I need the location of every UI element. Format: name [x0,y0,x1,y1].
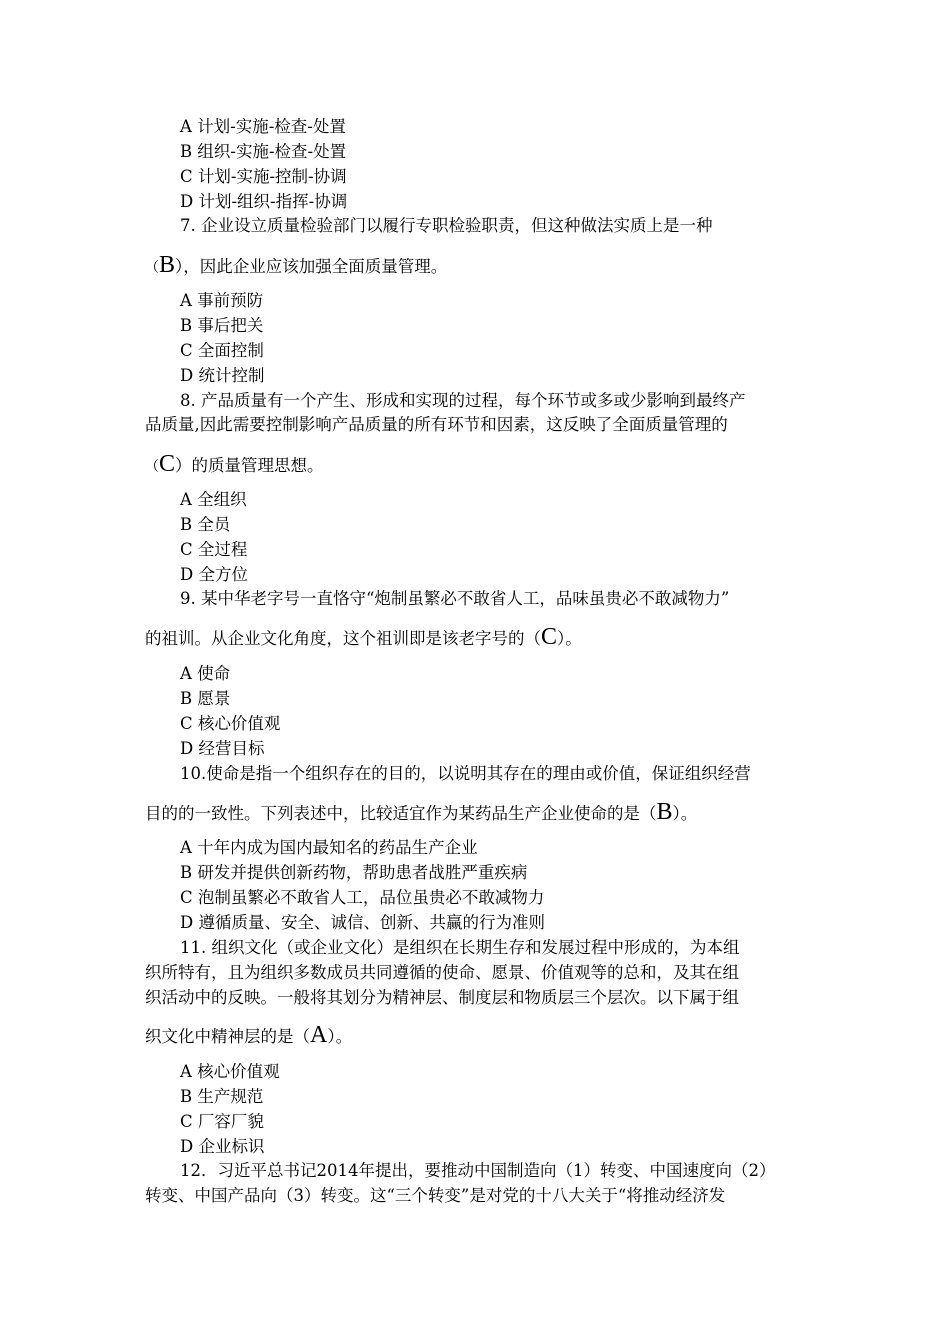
q9-option-a: A 使命 [180,664,231,683]
q6-option-d: D 计划-组织-指挥-协调 [180,192,348,211]
q8-answer: C [159,451,176,477]
q11-answer: A [310,1022,328,1048]
q11-stem-line2: 织所特有，且为组织多数成员共同遵循的使命、愿景、价值观等的总和，及其在组 [145,963,739,982]
q7-answer: B [159,252,176,278]
q11-stem-line1: 11. 组织文化（或企业文化）是组织在长期生存和发展过程中形成的，为本组 [180,938,740,957]
q8-stem-line2: 品质量,因此需要控制影响产品质量的所有环节和因素，这反映了全面质量管理的 [145,415,728,434]
q11-stem-line3: 织活动中的反映。一般将其划分为精神层、制度层和物质层三个层次。以下属于组 [145,988,739,1007]
q8-stem-line3: （C）的质量管理思想。 [145,451,324,477]
q11-option-c: C 厂容厂貌 [180,1112,264,1131]
q7-stem-line1: 7. 企业设立质量检验部门以履行专职检验职责，但这种做法实质上是一种 [180,216,713,235]
q6-option-b: B 组织-实施-检查-处置 [180,142,347,161]
q10-option-b: B 研发并提供创新药物，帮助患者战胜严重疾病 [180,863,528,882]
q7-option-b: B 事后把关 [180,316,264,335]
q7-option-d: D 统计控制 [180,366,265,385]
q11-option-a: A 核心价值观 [180,1062,280,1081]
q9-answer: C [541,624,558,650]
q9-option-b: B 愿景 [180,689,231,708]
q10-option-a: A 十年内成为国内最知名的药品生产企业 [180,838,478,857]
q10-stem-line2: 目的的一致性。下列表述中，比较适宜作为某药品生产企业使命的是（B）。 [145,799,698,825]
q12-stem-line2: 转变、中国产品向（3）转变。这“三个转变”是对党的十八大关于“将推动经济发 [145,1186,726,1205]
q6-option-c: C 计划-实施-控制-协调 [180,167,347,186]
q8-option-a: A 全组织 [180,490,247,509]
q6-option-a: A 计划-实施-检查-处置 [180,117,346,136]
q10-option-c: C 泡制虽繁必不敢省人工，品位虽贵必不敢减物力 [180,888,545,907]
q11-stem-line4: 织文化中精神层的是（A）。 [145,1022,353,1048]
q8-stem-line1: 8. 产品质量有一个产生、形成和实现的过程，每个环节或多或少影响到最终产 [180,391,746,410]
q10-stem-line1: 10.使命是指一个组织存在的目的，以说明其存在的理由或价值，保证组织经营 [180,764,751,783]
q9-stem-line1: 9. 某中华老字号一直恪守“炮制虽繁必不敢省人工，品味虽贵必不敢减物力” [180,589,730,608]
q7-stem-line2: （B），因此企业应该加强全面质量管理。 [145,252,448,278]
q10-answer: B [656,799,673,825]
q9-stem-line2: 的祖训。从企业文化角度，这个祖训即是该老字号的（C）。 [145,624,582,650]
q7-option-c: C 全面控制 [180,341,264,360]
q11-option-d: D 企业标识 [180,1137,265,1156]
q12-stem-line1: 12．习近平总书记2014年提出，要推动中国制造向（1）转变、中国速度向（2） [180,1161,776,1180]
q8-option-d: D 全方位 [180,565,248,584]
q10-option-d: D 遵循质量、安全、诚信、创新、共赢的行为准则 [180,913,545,932]
q9-option-c: C 核心价值观 [180,714,281,733]
q11-option-b: B 生产规范 [180,1087,264,1106]
q8-option-c: C 全过程 [180,540,248,559]
q7-option-a: A 事前预防 [180,291,264,310]
q8-option-b: B 全员 [180,515,231,534]
q9-option-d: D 经营目标 [180,739,265,758]
